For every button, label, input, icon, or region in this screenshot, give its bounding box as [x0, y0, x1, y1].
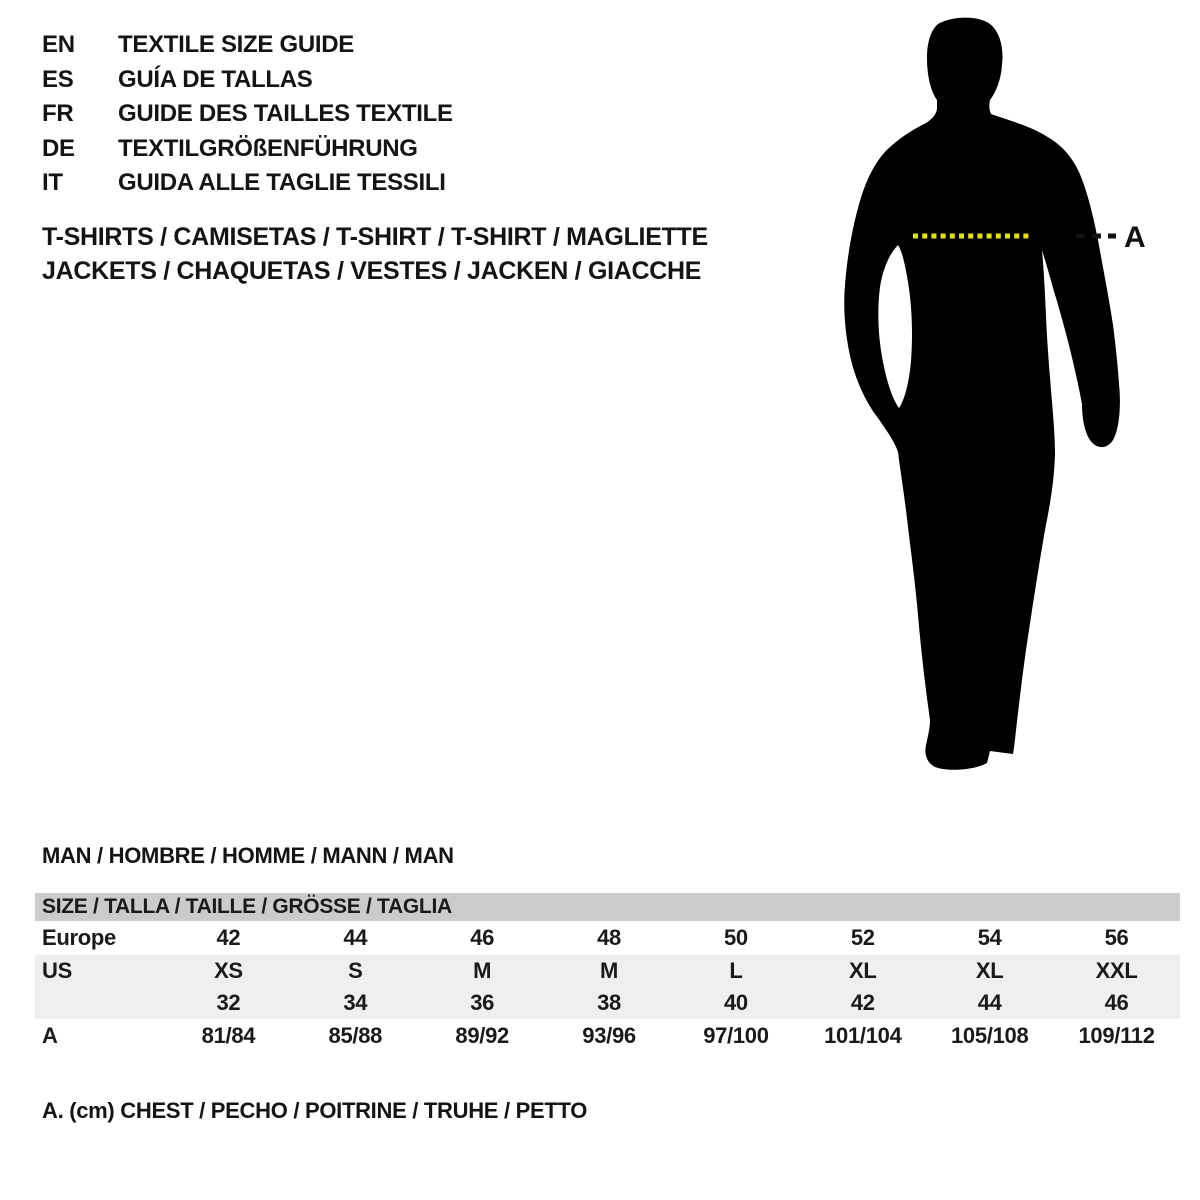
cell-us-2: M — [419, 955, 546, 987]
cell-a-5: 101/104 — [799, 1019, 926, 1053]
language-row-fr — [42, 97, 453, 132]
table-row-us — [35, 955, 1180, 987]
language-row-it — [42, 166, 453, 201]
product-categories — [42, 220, 708, 288]
row-label: US — [35, 955, 165, 987]
cell-a-1: 85/88 — [292, 1019, 419, 1053]
size-table-header-row — [35, 893, 1180, 921]
cell-europe-4: 50 — [673, 921, 800, 955]
cell-europe-3: 48 — [546, 921, 673, 955]
language-code: ES — [42, 65, 74, 93]
cell-num-1: 34 — [292, 987, 419, 1019]
cell-us-0: XS — [165, 955, 292, 987]
cell-us-4: L — [673, 955, 800, 987]
table-row-chest-a — [35, 1019, 1180, 1053]
cell-num-2: 36 — [419, 987, 546, 1019]
cell-europe-6: 54 — [926, 921, 1053, 955]
row-label: A — [35, 1019, 165, 1053]
size-table-header: SIZE / TALLA / TAILLE / GRÖSSE / TAGLIA — [35, 893, 1180, 921]
language-label: GUÍA DE TALLAS — [118, 65, 313, 93]
category-line-jackets: JACKETS / CHAQUETAS / VESTES / JACKEN / GIACCHE — [42, 257, 702, 285]
cell-europe-2: 46 — [419, 921, 546, 955]
language-row-es — [42, 63, 453, 98]
table-row-europe — [35, 921, 1180, 955]
cell-a-6: 105/108 — [926, 1019, 1053, 1053]
man-silhouette — [844, 18, 1120, 770]
language-row-de — [42, 132, 453, 167]
cell-a-3: 93/96 — [546, 1019, 673, 1053]
row-label: Europe — [35, 921, 165, 955]
cell-num-3: 38 — [546, 987, 673, 1019]
section-title-man: MAN / HOMBRE / HOMME / MANN / MAN — [42, 843, 454, 868]
language-label: TEXTILE SIZE GUIDE — [118, 31, 354, 58]
language-code: EN — [42, 31, 75, 58]
cell-europe-5: 52 — [799, 921, 926, 955]
language-row-en — [42, 28, 453, 63]
cell-a-2: 89/92 — [419, 1019, 546, 1053]
cell-num-7: 46 — [1053, 987, 1180, 1019]
cell-us-6: XL — [926, 955, 1053, 987]
cell-a-4: 97/100 — [673, 1019, 800, 1053]
cell-num-5: 42 — [799, 987, 926, 1019]
language-code: IT — [42, 169, 63, 196]
footnote-chest-measure: A. (cm) CHEST / PECHO / POITRINE / TRUHE / PETTO — [42, 1098, 588, 1123]
language-label: TEXTILGRÖßENFÜHRUNG — [118, 134, 418, 162]
language-guide — [42, 28, 453, 201]
language-code: DE — [42, 134, 75, 162]
cell-us-5: XL — [799, 955, 926, 987]
language-code: FR — [42, 100, 74, 127]
language-label: GUIDE DES TAILLES TEXTILE — [118, 100, 453, 127]
language-label: GUIDA ALLE TAGLIE TESSILI — [118, 169, 446, 196]
cell-europe-7: 56 — [1053, 921, 1180, 955]
cell-num-0: 32 — [165, 987, 292, 1019]
cell-europe-0: 42 — [165, 921, 292, 955]
man-silhouette-figure — [840, 10, 1160, 775]
cell-us-1: S — [292, 955, 419, 987]
table-row-numeric — [35, 987, 1180, 1019]
measure-label-a: A — [1124, 221, 1146, 254]
cell-a-7: 109/112 — [1053, 1019, 1180, 1053]
cell-num-6: 44 — [926, 987, 1053, 1019]
cell-us-7: XXL — [1053, 955, 1180, 987]
category-line-tshirts: T-SHIRTS / CAMISETAS / T-SHIRT / T-SHIRT / MAGLIETTE — [42, 223, 708, 251]
cell-a-0: 81/84 — [165, 1019, 292, 1053]
cell-num-4: 40 — [673, 987, 800, 1019]
size-table — [35, 893, 1180, 1053]
row-label — [35, 987, 165, 1019]
cell-europe-1: 44 — [292, 921, 419, 955]
cell-us-3: M — [546, 955, 673, 987]
